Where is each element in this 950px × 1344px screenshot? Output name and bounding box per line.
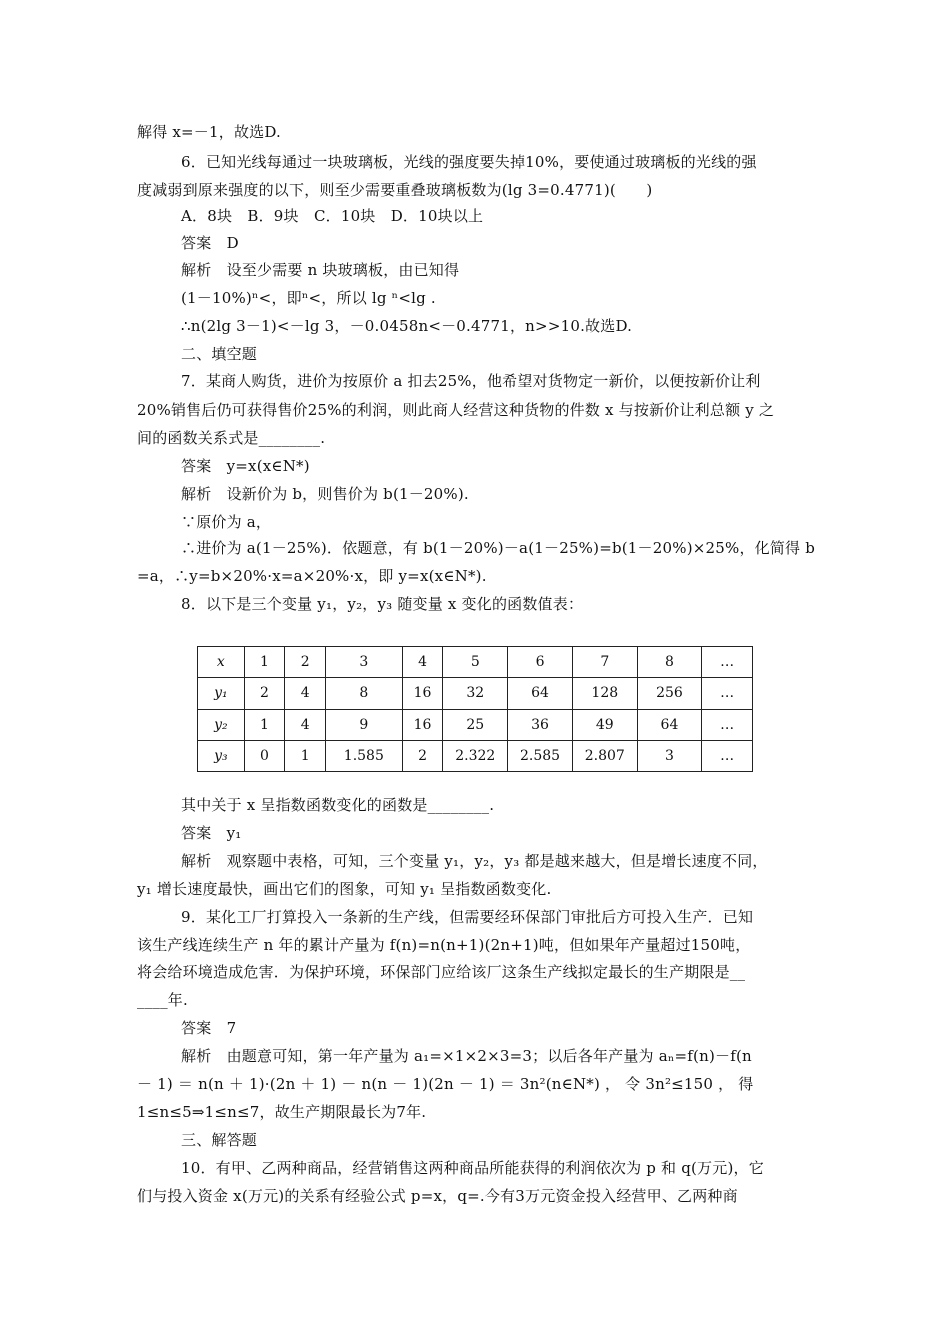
table-cell: 4 bbox=[285, 709, 326, 740]
table-cell: 1 bbox=[244, 647, 285, 678]
table-row-header: y₃ bbox=[198, 740, 245, 771]
table-cell: 2 bbox=[244, 678, 285, 709]
text-line: 20%销售后仍可获得售价25%的利润，则此商人经营这种货物的件数 x 与按新价让利总额 y 之 bbox=[137, 401, 775, 419]
analysis: 解析 观察题中表格，可知，三个变量 y₁，y₂，y₃ 都是越来越大，但是增长速度不同， bbox=[181, 852, 768, 870]
text-line: － 1) ＝ n(n ＋ 1)·(2n ＋ 1) － n(n － 1)(2n － 1) ＝ 3n²(n∈N*) ， 令 3n²≤150 ， 得 bbox=[137, 1075, 754, 1093]
question-7: 7．某商人购货，进价为按原价 a 扣去25%，他希望对货物定一新价，以便按新价让利 bbox=[181, 372, 761, 390]
text-line: 间的函数关系式是________. bbox=[137, 429, 326, 447]
table-cell: 8 bbox=[637, 647, 702, 678]
text-line: 其中关于 x 呈指数函数变化的函数是________. bbox=[181, 796, 495, 814]
text-line: 度减弱到原来强度的以下，则至少需要重叠玻璃板数为(lg 3=0.4771)( ) bbox=[137, 181, 653, 199]
table-row bbox=[198, 647, 753, 678]
table-cell: 4 bbox=[402, 647, 443, 678]
text-line: ∵原价为 a， bbox=[181, 513, 272, 531]
table-cell: 7 bbox=[572, 647, 637, 678]
table-cell: … bbox=[702, 740, 753, 771]
answer: 答案 7 bbox=[181, 1019, 237, 1037]
text-line: ∴进价为 a(1－25%)．依题意，有 b(1－20%)－a(1－25%)=b(1－20%)×25%，化简得 b bbox=[181, 539, 816, 557]
text-line: ____年. bbox=[137, 991, 188, 1009]
table-cell: 16 bbox=[402, 709, 443, 740]
answer: 答案 D bbox=[181, 234, 239, 252]
table-row bbox=[198, 709, 753, 740]
table-cell: 25 bbox=[443, 709, 508, 740]
text-line: 们与投入资金 x(万元)的关系有经验公式 p=x，q=.今有3万元资金投入经营甲、乙两种商 bbox=[137, 1187, 738, 1205]
table-cell: 4 bbox=[285, 678, 326, 709]
text-line: (1－10%)ⁿ<，即ⁿ<，所以 lg ⁿ<lg . bbox=[181, 289, 436, 307]
table-cell: 6 bbox=[508, 647, 573, 678]
table-cell: 2.322 bbox=[443, 740, 508, 771]
analysis: 解析 设至少需要 n 块玻璃板，由已知得 bbox=[181, 261, 460, 279]
analysis: 解析 由题意可知，第一年产量为 a₁=×1×2×3=3；以后各年产量为 aₙ=f(n)－f(n bbox=[181, 1047, 752, 1065]
text-line: 将会给环境造成危害．为保护环境，环保部门应给该厂这条生产线拟定最长的生产期限是__ bbox=[137, 963, 746, 981]
question-10: 10．有甲、乙两种商品，经营销售这两种商品所能获得的利润依次为 p 和 q(万元)，它 bbox=[181, 1159, 764, 1177]
text-line: ∴n(2lg 3－1)<－lg 3，－0.0458n<－0.4771，n>>10.故选D. bbox=[181, 317, 633, 335]
table-cell: 3 bbox=[326, 647, 403, 678]
table-cell: 49 bbox=[572, 709, 637, 740]
table-row-header: y₁ bbox=[198, 678, 245, 709]
question-6: 6．已知光线每通过一块玻璃板，光线的强度要失掉10%，要使通过玻璃板的光线的强 bbox=[181, 153, 757, 171]
text-line: 解得 x=－1，故选D. bbox=[137, 123, 281, 141]
analysis: 解析 设新价为 b，则售价为 b(1－20%). bbox=[181, 485, 469, 503]
table-row-header: x bbox=[198, 647, 245, 678]
text-line: =a，∴y=b×20%·x=a×20%·x，即 y=x(x∈N*). bbox=[137, 567, 487, 585]
section-heading: 三、解答题 bbox=[181, 1131, 258, 1149]
function-value-table bbox=[197, 646, 753, 772]
table-row-header: y₂ bbox=[198, 709, 245, 740]
text-line: 1≤n≤5⇒1≤n≤7，故生产期限最长为7年. bbox=[137, 1103, 427, 1121]
table-cell: 16 bbox=[402, 678, 443, 709]
table-cell: 64 bbox=[637, 709, 702, 740]
table-cell: 2 bbox=[285, 647, 326, 678]
table-cell: 32 bbox=[443, 678, 508, 709]
table-cell: 2 bbox=[402, 740, 443, 771]
table-cell: 36 bbox=[508, 709, 573, 740]
text-line: 该生产线连续生产 n 年的累计产量为 f(n)=n(n+1)(2n+1)吨，但如果年产量超过150吨， bbox=[137, 936, 751, 954]
table-cell: 1 bbox=[285, 740, 326, 771]
choices: A．8块 B．9块 C．10块 D．10块以上 bbox=[181, 207, 484, 225]
table-cell: 9 bbox=[326, 709, 403, 740]
table-cell: 64 bbox=[508, 678, 573, 709]
table-cell: 8 bbox=[326, 678, 403, 709]
answer: 答案 y₁ bbox=[181, 824, 242, 842]
table-cell: 2.585 bbox=[508, 740, 573, 771]
table-cell: 1.585 bbox=[326, 740, 403, 771]
table-cell: 1 bbox=[244, 709, 285, 740]
table-row bbox=[198, 740, 753, 771]
table-cell: … bbox=[702, 678, 753, 709]
section-heading: 二、填空题 bbox=[181, 345, 258, 363]
table-cell: 128 bbox=[572, 678, 637, 709]
table-cell: … bbox=[702, 709, 753, 740]
question-8: 8．以下是三个变量 y₁，y₂，y₃ 随变量 x 变化的函数值表： bbox=[181, 595, 584, 613]
table-cell: 3 bbox=[637, 740, 702, 771]
table-row bbox=[198, 678, 753, 709]
text-line: y₁ 增长速度最快，画出它们的图象，可知 y₁ 呈指数函数变化. bbox=[137, 880, 552, 898]
table-cell: 0 bbox=[244, 740, 285, 771]
table-cell: 2.807 bbox=[572, 740, 637, 771]
table-cell: … bbox=[702, 647, 753, 678]
answer: 答案 y=x(x∈N*) bbox=[181, 457, 310, 475]
table-cell: 5 bbox=[443, 647, 508, 678]
question-9: 9．某化工厂打算投入一条新的生产线，但需要经环保部门审批后方可投入生产．已知 bbox=[181, 908, 754, 926]
table-cell: 256 bbox=[637, 678, 702, 709]
